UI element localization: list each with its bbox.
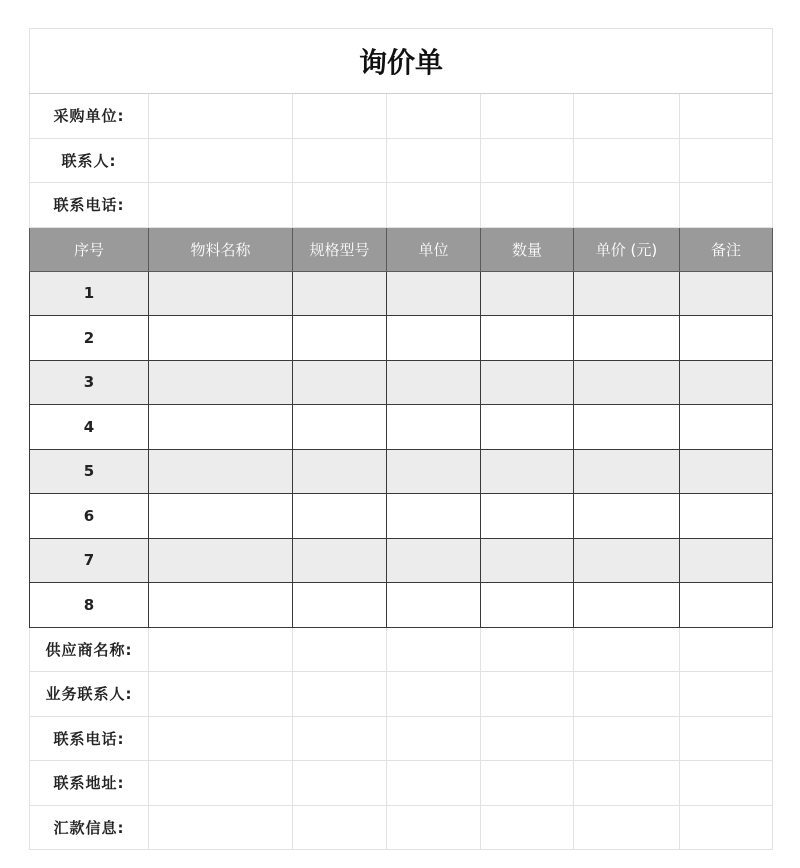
title-row (30, 29, 773, 94)
unit-cell[interactable] (387, 271, 481, 316)
price-cell[interactable] (574, 405, 680, 450)
supplier-row-name (30, 627, 773, 672)
row-number: 1 (30, 271, 149, 316)
unit-cell[interactable] (387, 405, 481, 450)
row-number: 2 (30, 316, 149, 361)
remarks-cell[interactable] (680, 316, 773, 361)
table-row (30, 538, 773, 583)
material-name-cell[interactable] (149, 271, 293, 316)
spec-cell[interactable] (293, 360, 387, 405)
empty-cell[interactable] (680, 716, 773, 761)
table-row (30, 449, 773, 494)
buyer-contact-cell[interactable] (149, 138, 293, 183)
supplier-phone-cell[interactable] (149, 716, 293, 761)
row-number: 8 (30, 583, 149, 628)
remarks-cell[interactable] (680, 405, 773, 450)
buyer-phone-cell[interactable] (149, 183, 293, 228)
price-cell[interactable] (574, 271, 680, 316)
empty-cell[interactable] (481, 805, 574, 850)
material-name-cell[interactable] (149, 583, 293, 628)
material-name-cell[interactable] (149, 405, 293, 450)
empty-cell[interactable] (574, 716, 680, 761)
empty-cell[interactable] (481, 672, 574, 717)
spec-cell[interactable] (293, 271, 387, 316)
table-row (30, 360, 773, 405)
empty-cell[interactable] (293, 716, 387, 761)
empty-cell[interactable] (574, 94, 680, 139)
empty-cell[interactable] (387, 183, 481, 228)
quantity-cell[interactable] (481, 494, 574, 539)
spec-cell[interactable] (293, 316, 387, 361)
empty-cell[interactable] (574, 805, 680, 850)
supplier-name-cell[interactable] (149, 627, 293, 672)
empty-cell[interactable] (481, 183, 574, 228)
unit-cell[interactable] (387, 316, 481, 361)
unit-cell[interactable] (387, 449, 481, 494)
row-number: 4 (30, 405, 149, 450)
price-cell[interactable] (574, 316, 680, 361)
empty-cell[interactable] (481, 627, 574, 672)
price-cell[interactable] (574, 494, 680, 539)
empty-cell[interactable] (293, 761, 387, 806)
table-row (30, 271, 773, 316)
quantity-cell[interactable] (481, 449, 574, 494)
inquiry-form-sheet (29, 28, 772, 850)
unit-cell[interactable] (387, 360, 481, 405)
spec-cell[interactable] (293, 583, 387, 628)
row-number: 6 (30, 494, 149, 539)
remarks-cell[interactable] (680, 271, 773, 316)
price-cell[interactable] (574, 583, 680, 628)
empty-cell[interactable] (680, 183, 773, 228)
row-number: 5 (30, 449, 149, 494)
supplier-remittance-label: 汇款信息: (30, 805, 149, 850)
unit-cell[interactable] (387, 583, 481, 628)
empty-cell[interactable] (387, 716, 481, 761)
header-spec-model: 规格型号 (293, 227, 387, 271)
table-header-row (30, 227, 773, 271)
unit-cell[interactable] (387, 494, 481, 539)
empty-cell[interactable] (481, 716, 574, 761)
quantity-cell[interactable] (481, 405, 574, 450)
remarks-cell[interactable] (680, 449, 773, 494)
material-name-cell[interactable] (149, 538, 293, 583)
quantity-cell[interactable] (481, 360, 574, 405)
empty-cell[interactable] (481, 138, 574, 183)
empty-cell[interactable] (293, 183, 387, 228)
empty-cell[interactable] (680, 627, 773, 672)
empty-cell[interactable] (387, 627, 481, 672)
header-remarks: 备注 (680, 227, 773, 271)
empty-cell[interactable] (680, 138, 773, 183)
empty-cell[interactable] (574, 672, 680, 717)
header-index: 序号 (30, 227, 149, 271)
header-unit: 单位 (387, 227, 481, 271)
supplier-contact-label: 业务联系人: (30, 672, 149, 717)
price-cell[interactable] (574, 360, 680, 405)
empty-cell[interactable] (387, 761, 481, 806)
remarks-cell[interactable] (680, 538, 773, 583)
empty-cell[interactable] (574, 183, 680, 228)
empty-cell[interactable] (680, 805, 773, 850)
spec-cell[interactable] (293, 538, 387, 583)
empty-cell[interactable] (574, 138, 680, 183)
empty-cell[interactable] (293, 805, 387, 850)
supplier-row-remittance (30, 805, 773, 850)
empty-cell[interactable] (574, 761, 680, 806)
table-row (30, 494, 773, 539)
supplier-name-label: 供应商名称: (30, 627, 149, 672)
table-row (30, 405, 773, 450)
buyer-row-company (30, 94, 773, 139)
quantity-cell[interactable] (481, 538, 574, 583)
buyer-contact-label: 联系人: (30, 138, 149, 183)
page-title: 询价单 (30, 29, 773, 94)
material-name-cell[interactable] (149, 494, 293, 539)
material-name-cell[interactable] (149, 316, 293, 361)
buyer-row-phone (30, 183, 773, 228)
header-quantity: 数量 (481, 227, 574, 271)
row-number: 7 (30, 538, 149, 583)
buyer-company-label: 采购单位: (30, 94, 149, 139)
remarks-cell[interactable] (680, 583, 773, 628)
remarks-cell[interactable] (680, 494, 773, 539)
empty-cell[interactable] (680, 672, 773, 717)
supplier-row-contact (30, 672, 773, 717)
supplier-contact-cell[interactable] (149, 672, 293, 717)
empty-cell[interactable] (481, 94, 574, 139)
material-name-cell[interactable] (149, 360, 293, 405)
supplier-remittance-cell[interactable] (149, 805, 293, 850)
empty-cell[interactable] (387, 94, 481, 139)
inquiry-table (29, 28, 773, 850)
supplier-address-label: 联系地址: (30, 761, 149, 806)
quantity-cell[interactable] (481, 316, 574, 361)
remarks-cell[interactable] (680, 360, 773, 405)
empty-cell[interactable] (574, 627, 680, 672)
spec-cell[interactable] (293, 449, 387, 494)
empty-cell[interactable] (293, 94, 387, 139)
empty-cell[interactable] (387, 138, 481, 183)
header-unit-price: 单价 (元) (574, 227, 680, 271)
quantity-cell[interactable] (481, 271, 574, 316)
table-row (30, 583, 773, 628)
price-cell[interactable] (574, 538, 680, 583)
buyer-phone-label: 联系电话: (30, 183, 149, 228)
empty-cell[interactable] (387, 672, 481, 717)
material-name-cell[interactable] (149, 449, 293, 494)
supplier-row-address (30, 761, 773, 806)
empty-cell[interactable] (481, 761, 574, 806)
supplier-row-phone (30, 716, 773, 761)
empty-cell[interactable] (680, 94, 773, 139)
spec-cell[interactable] (293, 494, 387, 539)
empty-cell[interactable] (293, 627, 387, 672)
table-row (30, 316, 773, 361)
quantity-cell[interactable] (481, 583, 574, 628)
empty-cell[interactable] (387, 805, 481, 850)
empty-cell[interactable] (293, 672, 387, 717)
empty-cell[interactable] (293, 138, 387, 183)
row-number: 3 (30, 360, 149, 405)
supplier-address-cell[interactable] (149, 761, 293, 806)
empty-cell[interactable] (680, 761, 773, 806)
header-material-name: 物料名称 (149, 227, 293, 271)
supplier-phone-label: 联系电话: (30, 716, 149, 761)
unit-cell[interactable] (387, 538, 481, 583)
buyer-row-contact (30, 138, 773, 183)
buyer-company-cell[interactable] (149, 94, 293, 139)
spec-cell[interactable] (293, 405, 387, 450)
price-cell[interactable] (574, 449, 680, 494)
